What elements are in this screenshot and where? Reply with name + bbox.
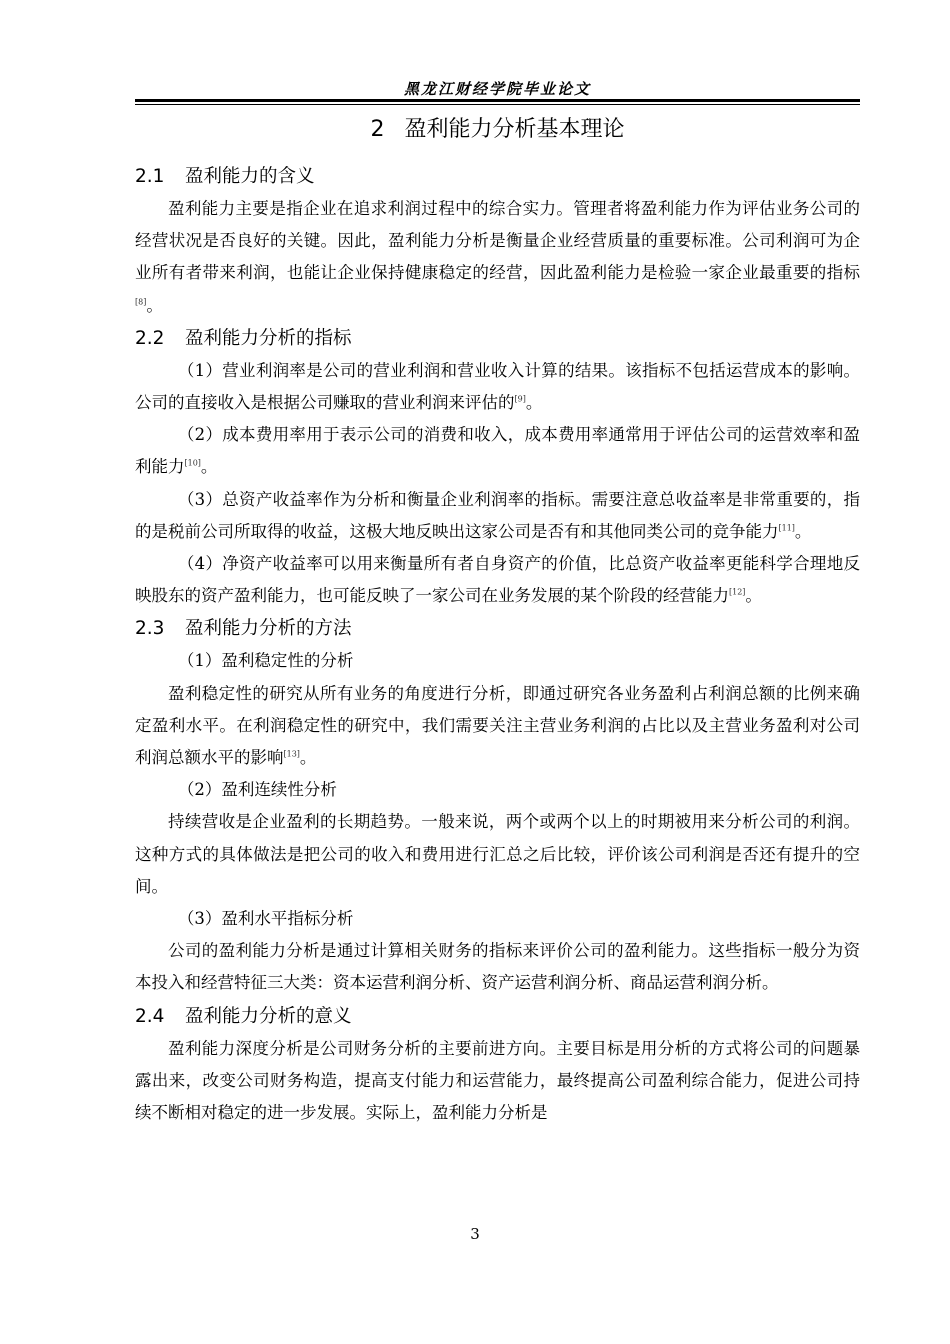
section-number: 2.3 (135, 618, 165, 640)
header-rule-thick (135, 99, 860, 102)
paragraph-text: 持续营收是企业盈利的长期趋势。一般来说，两个或两个以上的时期被用来分析公司的利润。这种方式的具体做法是把公司的收入和费用进行汇总之后比较，评价该公司利润是否还有提升的空间。 (135, 812, 860, 896)
chapter-number: 2 (370, 117, 385, 142)
subheading (135, 645, 860, 677)
section-number: 2.2 (135, 327, 165, 349)
paragraph-tail: 。 (794, 521, 812, 541)
paragraph (135, 419, 860, 483)
paragraph-tail: 。 (200, 457, 218, 477)
citation-ref: [9] (514, 394, 526, 404)
paragraph-tail: 。 (745, 586, 762, 606)
subheading-text: （3）盈利水平指标分析 (177, 909, 354, 929)
section-title: 盈利能力分析的指标 (185, 327, 352, 349)
section-heading-2-2 (135, 322, 860, 355)
section-heading-2-4 (135, 1000, 860, 1033)
paragraph-text: 公司的盈利能力分析是通过计算相关财务的指标来评价公司的盈利能力。这些指标一般分为资本投入和经营特征三大类：资本运营利润分析、资产运营利润分析、商品运营利润分析。 (135, 941, 860, 993)
paragraph-text: （4）净资产收益率可以用来衡量所有者自身资产的价值，比总资产收益率更能科学合理地反映股东的资产盈利能力，也可能反映了一家公司在业务发展的某个阶段的经营能力 (135, 554, 860, 606)
section-heading-2-1 (135, 160, 860, 193)
paragraph (135, 678, 860, 775)
section-heading-2-3 (135, 612, 860, 645)
citation-ref: [10] (184, 458, 201, 468)
subheading (135, 903, 860, 935)
chapter-title (135, 110, 860, 150)
paragraph-text: （1）营业利润率是公司的营业利润和营业收入计算的结果。该指标不包括运营成本的影响。公司的直接收入是根据公司赚取的营业利润来评估的 (135, 360, 860, 413)
paragraph-tail: 。 (525, 393, 543, 413)
subheading-text: （2）盈利连续性分析 (177, 780, 337, 800)
page-number: 3 (470, 1225, 480, 1243)
citation-ref: [8] (135, 297, 147, 307)
paragraph (135, 1033, 860, 1130)
page-body (135, 110, 860, 1129)
paragraph (135, 806, 860, 903)
paragraph-text: 盈利能力深度分析是公司财务分析的主要前进方向。主要目标是用分析的方式将公司的问题暴露出来，改变公司财务构造，提高支付能力和运营能力，最终提高公司盈利综合能力，促进公司持续不断相对稳定的进一步发展。实际上，盈利能力分析是 (135, 1038, 860, 1123)
section-number: 2.1 (135, 166, 165, 187)
subheading-text: （1）盈利稳定性的分析 (177, 651, 354, 671)
paragraph-text: （3）总资产收益率作为分析和衡量企业利润率的指标。需要注意总收益率是非常重要的，指的是税前公司所取得的收益，这极大地反映出这家公司是否有和其他同类公司的竞争能力 (135, 489, 860, 541)
paragraph-tail: 。 (299, 748, 317, 768)
citation-ref: [12] (729, 587, 746, 597)
section-number: 2.4 (135, 1005, 165, 1027)
section-title: 盈利能力分析的意义 (185, 1005, 352, 1027)
paragraph-text: 盈利稳定性的研究从所有业务的角度进行分析，即通过研究各业务盈利占利润总额的比例来确定盈利水平。在利润稳定性的研究中，我们需要关注主营业务利润的占比以及主营业务盈利对公司利润总额水平的影响 (135, 683, 860, 768)
paragraph (135, 193, 860, 322)
section-title: 盈利能力分析的方法 (185, 618, 352, 640)
paragraph-text: 盈利能力主要是指企业在追求利润过程中的综合实力。管理者将盈利能力作为评估业务公司的经营状况是否良好的关键。因此，盈利能力分析是衡量企业经营质量的重要标准。公司利润可为企业所有者带来利润，也能让企业保持健康稳定的经营，因此盈利能力是检验一家企业最重要的指标 (135, 199, 860, 283)
paragraph (135, 484, 860, 548)
header-rule-thin (135, 104, 860, 105)
citation-ref: [11] (778, 523, 795, 533)
section-title: 盈利能力的含义 (185, 166, 315, 187)
paragraph (135, 355, 860, 419)
paragraph-tail: 。 (146, 295, 163, 315)
paragraph (135, 935, 860, 999)
citation-ref: [13] (283, 749, 300, 759)
chapter-title-text: 盈利能力分析基本理论 (404, 117, 625, 142)
subheading (135, 774, 860, 806)
running-header: 黑龙江财经学院毕业论文 (403, 80, 591, 98)
paragraph-text: （2）成本费用率用于表示公司的消费和收入，成本费用率通常用于评估公司的运营效率和盈利能力 (135, 425, 860, 477)
paragraph (135, 548, 860, 612)
